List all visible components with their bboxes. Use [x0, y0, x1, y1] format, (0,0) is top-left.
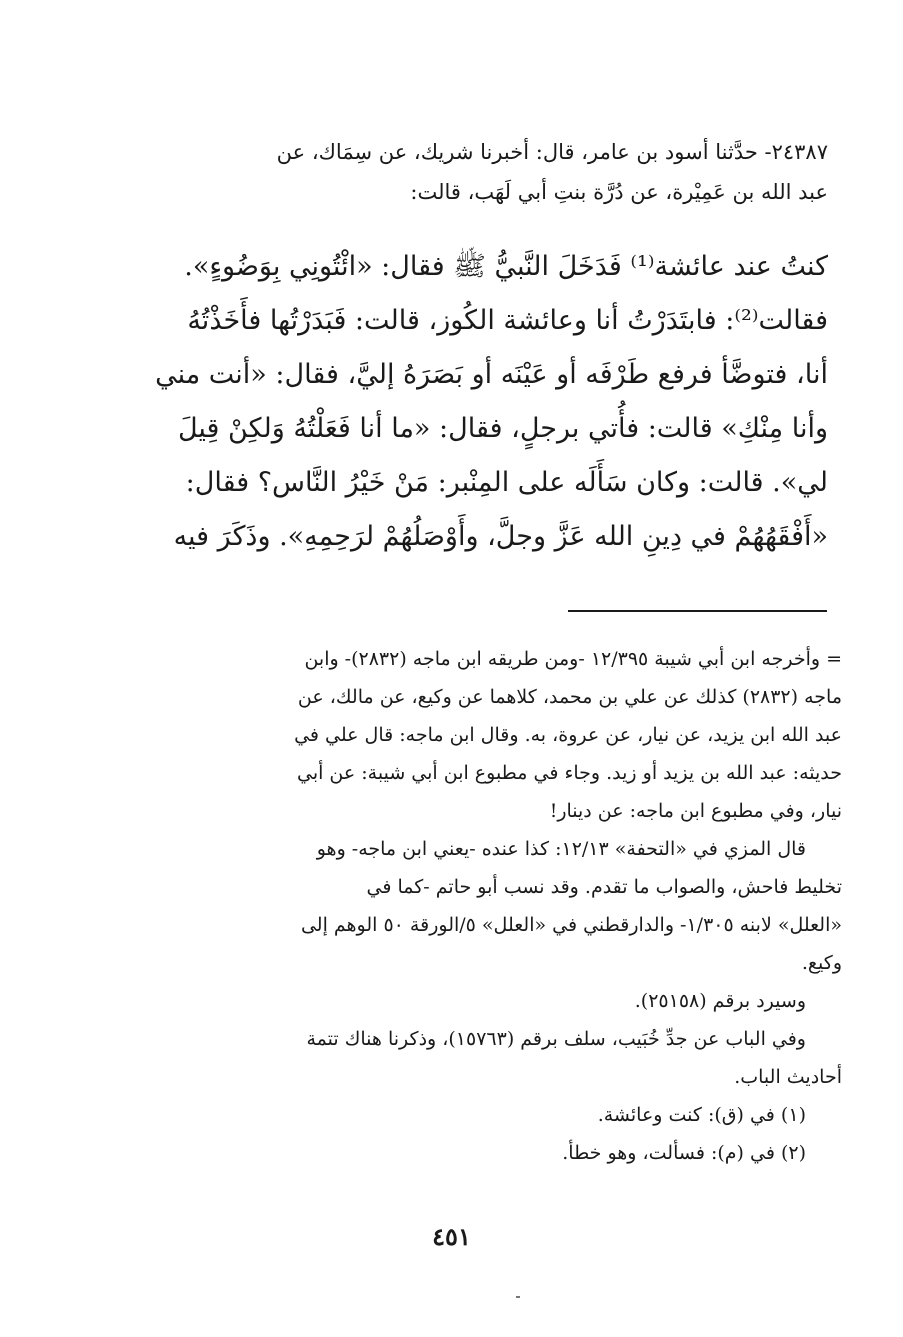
- footnote-line: حديثه: عبد الله بن يزيد أو زيد. وجاء في مطبوع ابن أبي شيبة: عن أبي: [296, 762, 842, 784]
- matn-line: «أَفْقَهُهُمْ في دِينِ الله عَزَّ وجلَّ، وأَوْصَلُهُمْ لرَحِمِهِ». وذَكَرَ فيه: [173, 521, 828, 552]
- matn-line: كنتُ عند عائشة⁽¹⁾ فَدَخَلَ النَّبيُّ ﷺ فقال: «ائْتُونِي بِوَضُوءٍ».: [184, 251, 828, 282]
- footnote-line: = وأخرجه ابن أبي شيبة ١٢/٣٩٥ -ومن طريقه ابن ماجه (٢٨٣٢)- وابن: [304, 648, 842, 670]
- scan-speck: [516, 1296, 520, 1298]
- isnad-line: ٢٤٣٨٧- حدَّثنا أسود بن عامر، قال: أخبرنا شريك، عن سِمَاك، عن: [276, 140, 828, 164]
- footnote-line: ماجه (٢٨٣٢) كذلك عن علي بن محمد، كلاهما عن وكيع، عن مالك، عن: [297, 686, 842, 708]
- matn-line: أنا، فتوضَّأ فرفع طَرْفَه أو عَيْنَه أو بَصَرَهُ إليَّ، فقال: «أنت مني: [155, 359, 828, 390]
- footnote-separator: [568, 610, 827, 612]
- matn-line: لي». قالت: وكان سَأَلَه على المِنْبر: مَنْ خَيْرُ النَّاس؟ فقال:: [185, 467, 828, 498]
- footnote-line: قال المزي في «التحفة» ١٢/١٣: كذا عنده -يعني ابن ماجه- وهو: [316, 838, 806, 860]
- hadith-matn: [122, 240, 828, 564]
- footnote-note-1: (١) في (ق): كنت وعائشة.: [597, 1104, 806, 1126]
- footnote-line: وفي الباب عن جدِّ خُبَيب، سلف برقم (١٥٧٦٣)، وذكرنا هناك تتمة: [306, 1028, 806, 1050]
- hadith-isnad: [122, 132, 828, 212]
- footnote-line: وكيع.: [801, 952, 842, 974]
- matn-line: فقالت⁽²⁾: فابتَدَرْتُ أنا وعائشة الكُوز، قالت: فَبَدَرْتُها فأَخَذْتُهُ: [187, 305, 828, 336]
- footnote-line: تخليط فاحش، والصواب ما تقدم. وقد نسب أبو حاتم -كما في: [366, 876, 842, 898]
- matn-line: وأنا مِنْكِ» قالت: فأُتي برجلٍ، فقال: «ما أنا فَعَلْتُهُ وَلكِنْ قِيلَ: [177, 413, 828, 444]
- footnote-see-also: وسيرد برقم (٢٥١٥٨).: [634, 990, 806, 1012]
- footnote-line: عبد الله ابن يزيد، عن نيار، عن عروة، به. وقال ابن ماجه: قال علي في: [294, 724, 842, 746]
- footnote-line: أحاديث الباب.: [734, 1066, 842, 1088]
- footnote-note-2: (٢) في (م): فسألت، وهو خطأ.: [562, 1142, 806, 1164]
- isnad-line: عبد الله بن عَمِيْرة، عن دُرَّة بنتِ أبي لَهَب، قالت:: [410, 180, 828, 204]
- footnote-line: «العلل» لابنه ١/٣٠٥- والدارقطني في «العلل» ٥/الورقة ٥٠ الوهم إلى: [300, 914, 842, 936]
- footnote-line: نيار، وفي مطبوع ابن ماجه: عن دينار!: [549, 800, 842, 822]
- footnotes: [122, 640, 842, 1172]
- page-number: ٤٥١: [432, 1222, 471, 1251]
